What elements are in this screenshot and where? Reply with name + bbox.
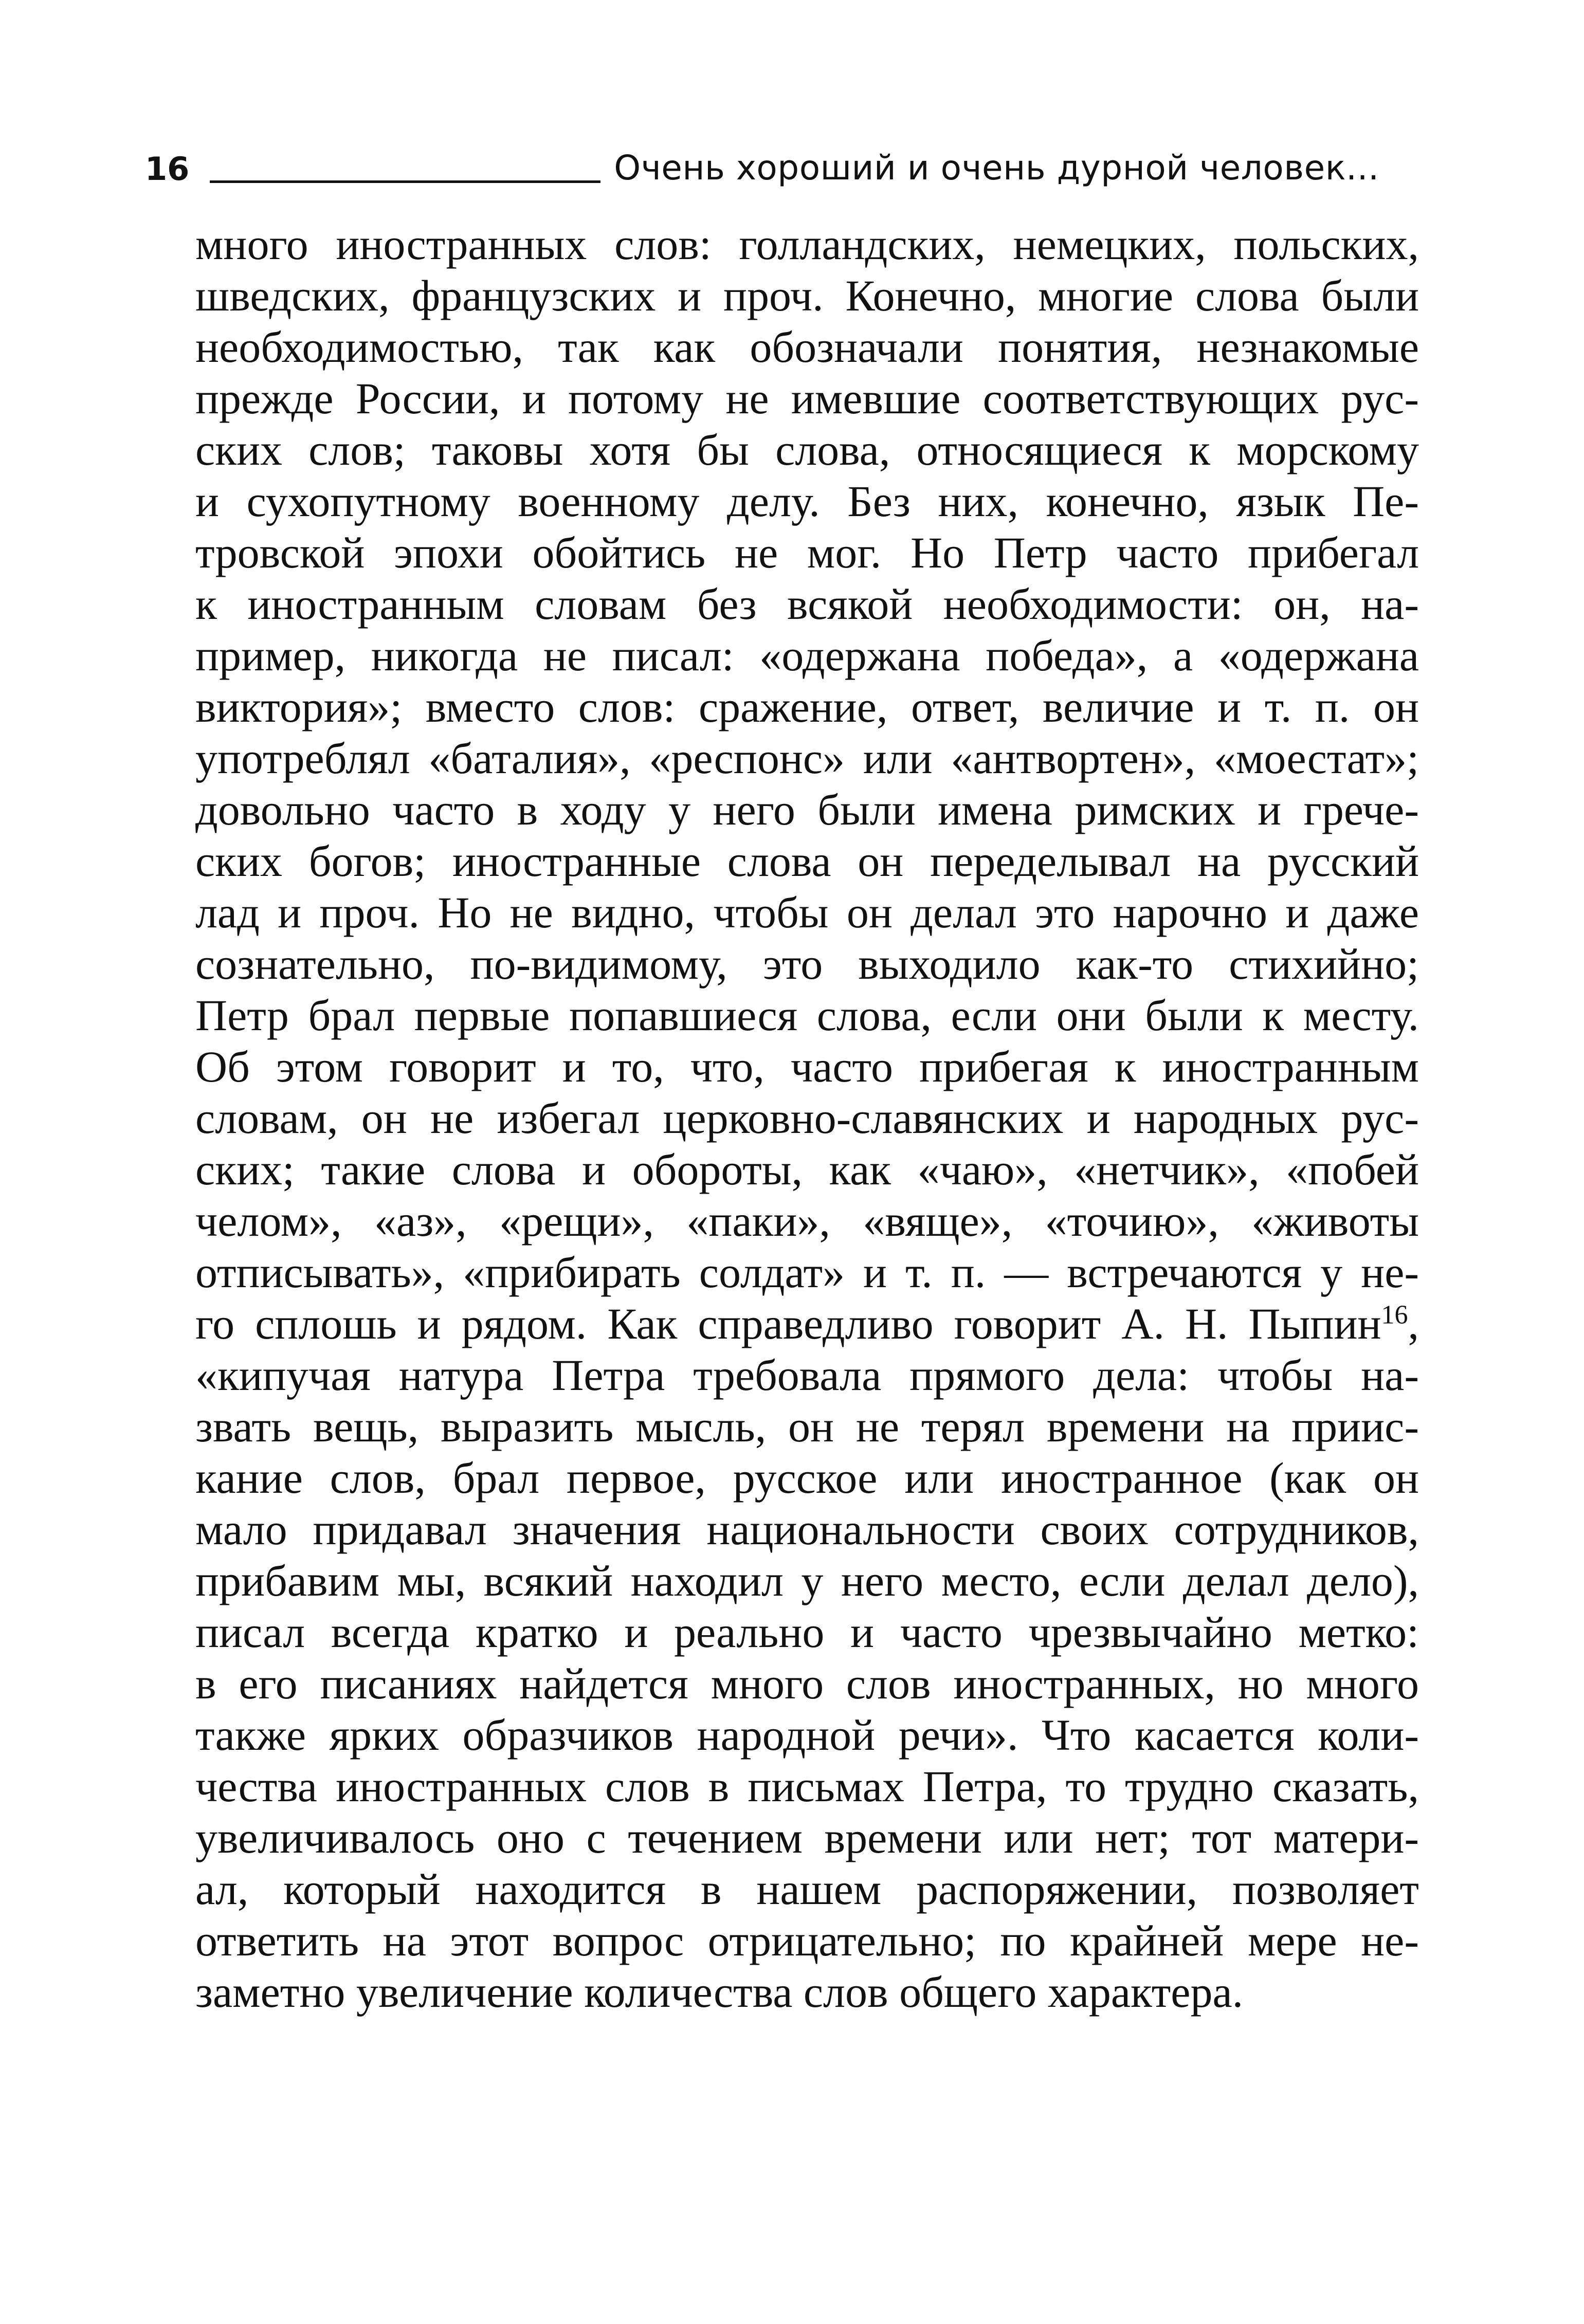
text-line: словам, он не избегал церковно-славянских и народных рус- [195, 1093, 1419, 1143]
punctuation: , [1408, 1299, 1419, 1348]
text-line: чества иностранных слов в письмах Петра, то трудно сказать, [195, 1762, 1419, 1811]
text-line: мало придавал значения национальности своих сотрудников, [195, 1505, 1419, 1554]
text-line-with-footnote [195, 1298, 1419, 1349]
text-line-last: заметно увеличение количества слов общего характера. [195, 1967, 1244, 2017]
text-line: необходимостью, так как обозначали понятия, незнакомые [195, 322, 1419, 372]
text-line: ских; такие слова и обороты, как «чаю», «нетчик», «побей [195, 1145, 1419, 1194]
text-line: «кипучая натура Петра требовала прямого дела: чтобы на- [195, 1350, 1419, 1400]
text-line: Петр брал первые попавшиеся слова, если они были к месту. [195, 991, 1419, 1040]
body-paragraph [195, 218, 1419, 2018]
text-line: также ярких образчиков народной речи». Что касается коли- [195, 1710, 1419, 1760]
text-line: пример, никогда не писал: «одержана победа», а «одержана [195, 631, 1419, 680]
text-line: увеличивалось оно с течением времени или нет; тот матери- [195, 1813, 1419, 1862]
text-line: писал всегда кратко и реально и часто чрезвычайно метко: [195, 1607, 1419, 1657]
text-line: тровской эпохи обойтись не мог. Но Петр часто прибегал [195, 528, 1419, 577]
text-line: в его писаниях найдется много слов иностранных, но много [195, 1659, 1419, 1708]
text-line: и сухопутному военному делу. Без них, конечно, язык Пе- [195, 477, 1419, 526]
text-line: кание слов, брал первое, русское или иностранное (как он [195, 1453, 1419, 1503]
text-line: ал, который находится в нашем распоряжении, позволяет [195, 1864, 1419, 1914]
header-rule [210, 180, 600, 183]
text-line: го сплошь и рядом. Как справедливо говорит А. Н. Пыпин [195, 1299, 1381, 1348]
text-line: прежде России, и потому не имевшие соответствующих рус- [195, 374, 1419, 423]
text-line: прибавим мы, всякий находил у него место, если делал дело), [195, 1556, 1419, 1605]
text-line: шведских, французских и проч. Конечно, многие слова были [195, 271, 1419, 320]
text-line: употреблял «баталия», «респонс» или «антвортен», «моестат»; [195, 734, 1419, 783]
text-line: ских богов; иностранные слова он переделывал на русский [195, 836, 1419, 886]
text-line: ских слов; таковы хотя бы слова, относящиеся к морскому [195, 425, 1419, 474]
text-line: лад и проч. Но не видно, чтобы он делал это нарочно и даже [195, 888, 1419, 937]
text-line: много иностранных слов: голландских, немецких, польских, [195, 219, 1419, 269]
footnote-reference[interactable]: 16 [1381, 1300, 1408, 1330]
running-title: Очень хороший и очень дурной человек... [614, 148, 1379, 188]
text-line: Об этом говорит и то, что, часто прибегая к иностранным [195, 1042, 1419, 1091]
text-line: ответить на этот вопрос отрицательно; по крайней мере не- [195, 1916, 1419, 1965]
running-head [145, 144, 1410, 188]
page-number: 16 [145, 150, 190, 188]
text-line: виктория»; вместо слов: сражение, ответ, величие и т. п. он [195, 682, 1419, 731]
text-line: челом», «аз», «рещи», «паки», «вяще», «точию», «животы [195, 1196, 1419, 1246]
text-line: звать вещь, выразить мысль, он не терял времени на приис- [195, 1402, 1419, 1451]
text-line: сознательно, по-видимому, это выходило как-то стихийно; [195, 939, 1419, 989]
text-line: отписывать», «прибирать солдат» и т. п. — встречаются у не- [195, 1248, 1419, 1297]
text-line: довольно часто в ходу у него были имена римских и грече- [195, 785, 1419, 834]
text-line: к иностранным словам без всякой необходимости: он, на- [195, 579, 1419, 629]
